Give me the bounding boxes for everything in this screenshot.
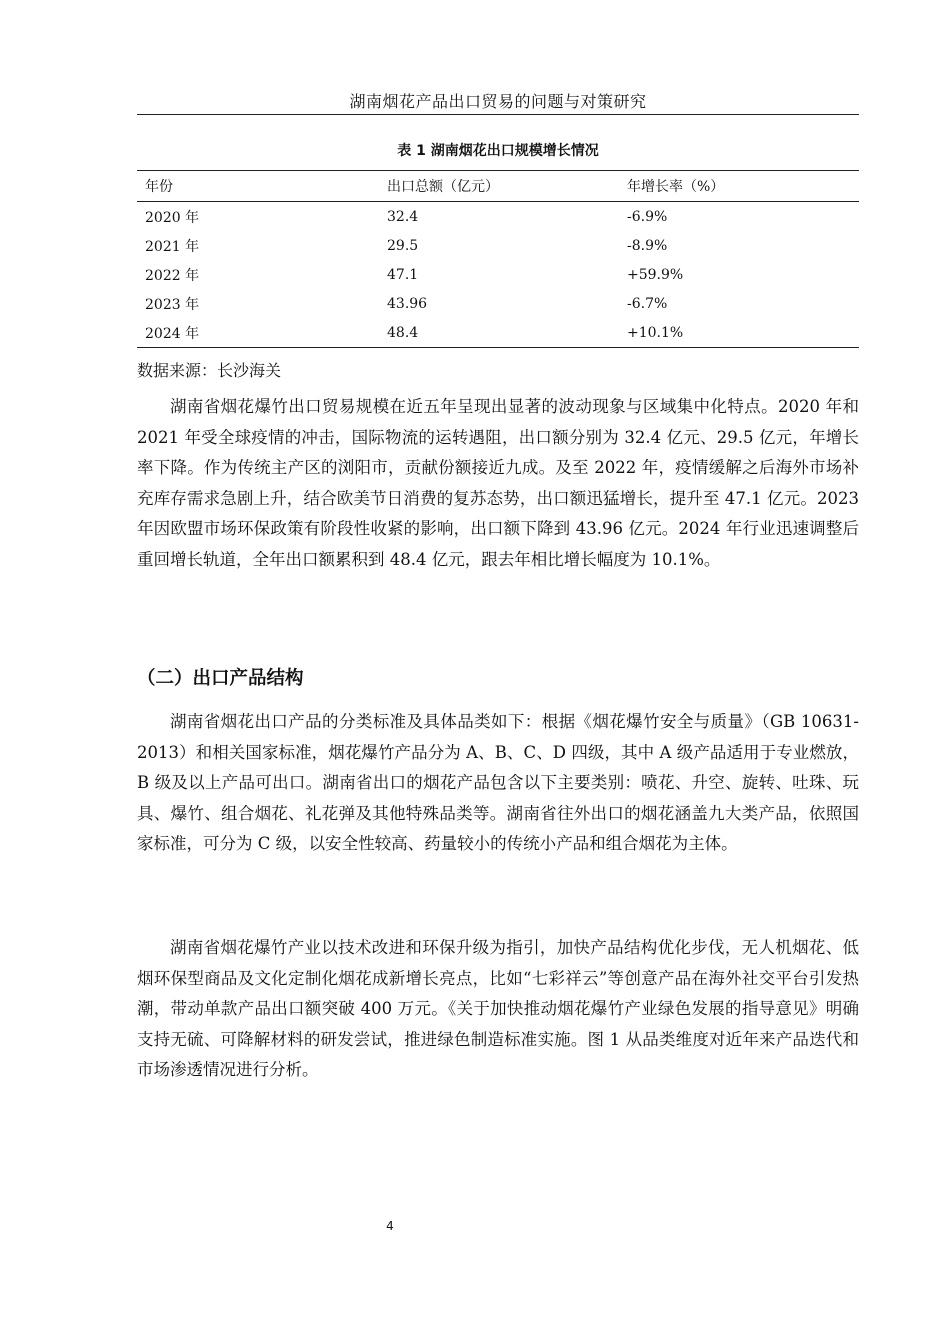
cell-export: 48.4: [379, 318, 619, 348]
cell-growth: -6.7%: [627, 295, 668, 312]
cell-year: 2020 年: [145, 209, 200, 226]
section-title: （二）出口产品结构: [137, 668, 304, 689]
cell-growth: +10.1%: [619, 318, 859, 348]
table-header-row: [137, 171, 859, 202]
cell-growth: -6.9%: [627, 208, 668, 225]
cell-growth: +59.9%: [627, 266, 684, 283]
page-header-title: 湖南烟花产品出口贸易的问题与对策研究: [137, 92, 859, 115]
cell-year: 2024 年: [137, 318, 379, 348]
header-year: 年份: [137, 171, 379, 202]
header-growth-rate: 年增长率（%）: [619, 171, 859, 202]
cell-export: 47.1: [387, 266, 419, 283]
cell-export: 29.5: [387, 237, 419, 254]
table-row: [137, 202, 859, 232]
cell-year: 2023 年: [145, 296, 200, 313]
table-row: [137, 289, 859, 318]
header-total-export: 出口总额（亿元）: [379, 171, 619, 202]
cell-export: 43.96: [387, 295, 428, 312]
table-row: [137, 231, 859, 260]
table-source-note: 数据来源：长沙海关: [137, 361, 282, 380]
table-caption: 表 1 湖南烟花出口规模增长情况: [397, 143, 599, 159]
export-scale-table: [137, 170, 859, 348]
paragraph-export-scale: 湖南省烟花爆竹出口贸易规模在近五年呈现出显著的波动现象与区域集中化特点。2020 年和 2021 年受全球疫情的冲击，国际物流的运转遇阻，出口额分别为 32.4 亿元、29.5 亿元，年增长率下降。作为传统主产区的浏阳市，贡献份额接近九成。及至 2022 年，疫情缓解之后海外市场补充库存需求急剧上升，结合欧美节日消费的复苏态势，出口额迅猛增长，提升至 47.1 亿元。2023 年因欧盟市场环保政策有阶段性收紧的影响，出口额下降到 43.96 亿元。2024 年行业迅速调整后重回增长轨道，全年出口额累积到 48.4 亿元，跟去年相比增长幅度为 10.1%。: [137, 397, 859, 569]
paragraph-product-structure: 湖南省烟花爆竹产业以技术改进和环保升级为指引，加快产品结构优化步伐，无人机烟花、低烟环保型商品及文化定制化烟花成新增长亮点，比如“七彩祥云”等创意产品在海外社交平台引发热潮，带动单款产品出口额突破 400 万元。《关于加快推动烟花爆竹产业绿色发展的指导意见》明确支持无硫、可降解材料的研发尝试，推进绿色制造标准实施。图 1 从品类维度对近年来产品迭代和市场渗透情况进行分析。: [137, 938, 859, 1079]
cell-export: 32.4: [387, 208, 419, 225]
table-row: [137, 260, 859, 289]
table-row: [137, 318, 859, 348]
cell-year: 2022 年: [145, 267, 200, 284]
page-number: 4: [386, 1219, 394, 1233]
paragraph-product-classification: 湖南省烟花出口产品的分类标准及具体品类如下：根据《烟花爆竹安全与质量》（GB 10631-2013）和相关国家标准，烟花爆竹产品分为 A、B、C、D 四级，其中 A 级产品适用于专业燃放，B 级及以上产品可出口。湖南省出口的烟花产品包含以下主要类别：喷花、升空、旋转、吐珠、玩具、爆竹、组合烟花、礼花弹及其他特殊品类等。湖南省往外出口的烟花涵盖九大类产品，依照国家标准，可分为 C 级，以安全性较高、药量较小的传统小产品和组合烟花为主体。: [137, 712, 859, 853]
cell-year: 2021 年: [145, 238, 200, 255]
cell-growth: -8.9%: [627, 237, 668, 254]
